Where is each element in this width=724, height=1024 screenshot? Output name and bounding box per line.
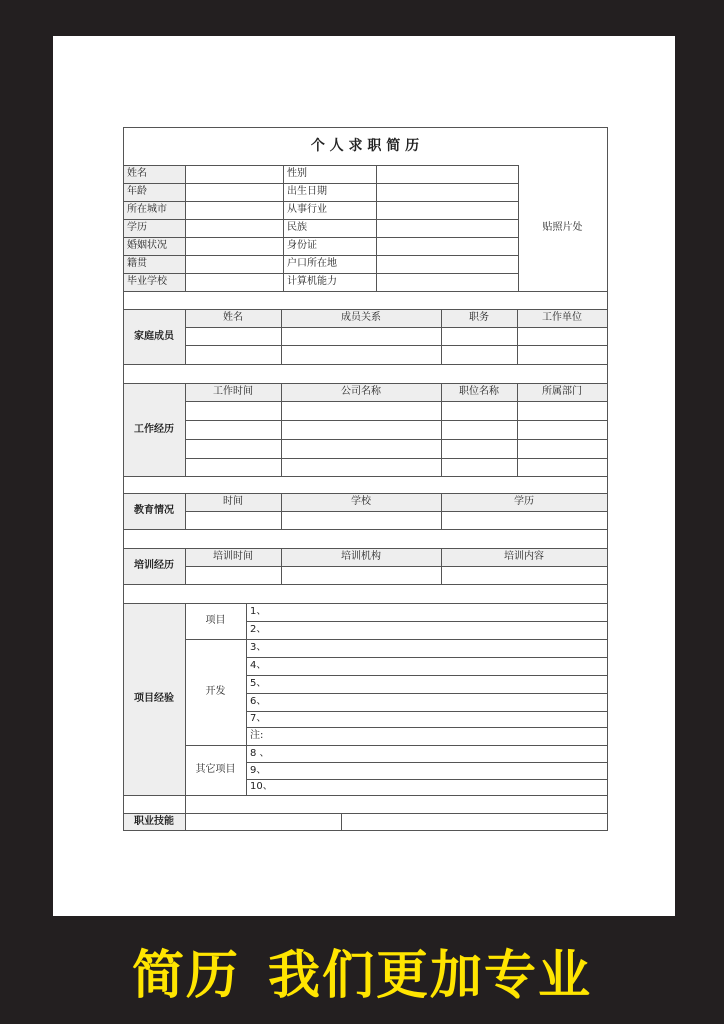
section-header: 姓名 — [185, 309, 281, 327]
project-line[interactable]: 8 、 — [250, 747, 270, 759]
section-field[interactable] — [185, 439, 281, 458]
section-label: 培训经历 — [123, 548, 185, 584]
rule-line — [246, 745, 608, 746]
basic-right-label: 从事行业 — [287, 204, 327, 215]
rule-line — [185, 327, 608, 328]
rule-line — [123, 127, 608, 128]
section-header: 学历 — [441, 493, 607, 511]
rule-line — [246, 621, 608, 622]
section-field[interactable] — [185, 511, 281, 529]
section-field[interactable] — [281, 458, 441, 476]
rule-line — [246, 675, 608, 676]
basic-right-label: 民族 — [287, 222, 307, 233]
basic-left-label: 毕业学校 — [123, 273, 185, 291]
rule-line — [123, 795, 608, 796]
rule-line — [123, 493, 608, 494]
banner — [0, 930, 724, 1010]
rule-line — [185, 476, 608, 477]
basic-left-field[interactable] — [185, 273, 283, 291]
basic-right-field[interactable] — [376, 273, 518, 291]
section-label: 工作经历 — [123, 383, 185, 476]
project-line[interactable]: 1、 — [250, 606, 267, 617]
section-header: 所属部门 — [517, 383, 607, 401]
basic-left-label: 姓名 — [123, 165, 185, 183]
section-header: 工作单位 — [517, 309, 607, 327]
section-field[interactable] — [441, 511, 607, 529]
rule-line — [185, 165, 186, 292]
project-line[interactable]: 3、 — [250, 642, 267, 653]
rule-line — [341, 813, 342, 831]
rule-line — [246, 762, 608, 763]
rule-line — [123, 309, 608, 310]
rule-line — [518, 291, 608, 292]
basic-left-field[interactable] — [185, 183, 283, 201]
skills-field[interactable] — [185, 813, 341, 830]
basic-right-label: 出生日期 — [287, 186, 327, 197]
section-field[interactable] — [441, 345, 517, 364]
basic-left-label: 婚姻状况 — [123, 237, 185, 255]
project-label: 项目经验 — [123, 603, 185, 795]
rule-line — [123, 255, 519, 256]
section-field[interactable] — [185, 458, 281, 476]
section-label: 教育情况 — [123, 493, 185, 529]
section-header: 公司名称 — [281, 383, 441, 401]
section-header: 培训时间 — [185, 548, 281, 566]
section-header: 工作时间 — [185, 383, 281, 401]
section-field[interactable] — [517, 327, 607, 345]
section-field[interactable] — [441, 439, 517, 458]
rule-line — [441, 548, 442, 585]
rule-line — [517, 309, 518, 365]
section-field[interactable] — [441, 566, 607, 584]
rule-line — [185, 458, 608, 459]
rule-line — [246, 693, 608, 694]
skills-spacer — [123, 795, 185, 813]
section-header: 职务 — [441, 309, 517, 327]
section-field[interactable] — [441, 458, 517, 476]
section-field[interactable] — [185, 327, 281, 345]
section-field[interactable] — [281, 420, 441, 439]
section-header: 职位名称 — [441, 383, 517, 401]
basic-left-field[interactable] — [185, 237, 283, 255]
section-field[interactable] — [281, 401, 441, 420]
rule-line — [185, 383, 186, 477]
rule-line — [185, 745, 247, 746]
section-field[interactable] — [517, 345, 607, 364]
section-field[interactable] — [441, 327, 517, 345]
rule-line — [246, 603, 247, 796]
project-line[interactable]: 6、 — [250, 696, 267, 707]
project-sub-item: 项目 — [205, 615, 226, 626]
rule-line — [281, 383, 282, 477]
project-line[interactable]: 5、 — [250, 678, 267, 689]
section-field[interactable] — [517, 439, 607, 458]
section-field[interactable] — [185, 566, 281, 584]
basic-left-label: 学历 — [123, 219, 185, 237]
section-field[interactable] — [185, 401, 281, 420]
basic-left-field[interactable] — [185, 165, 283, 183]
rule-line — [246, 779, 608, 780]
rule-line — [246, 657, 608, 658]
basic-right-label: 性别 — [287, 168, 307, 179]
skills-field[interactable] — [341, 813, 607, 830]
basic-right-label: 户口所在地 — [287, 258, 337, 269]
photo-area: 贴照片处 — [542, 222, 583, 233]
resume-form — [123, 127, 607, 830]
rule-line — [185, 493, 186, 530]
banner-left: 简历 — [131, 945, 240, 1006]
rule-line — [246, 727, 608, 728]
rule-line — [123, 291, 519, 292]
basic-right-label: 身份证 — [287, 240, 317, 251]
rule-line — [185, 584, 608, 585]
rule-line — [123, 219, 519, 220]
section-field[interactable] — [517, 420, 607, 439]
section-field[interactable] — [185, 420, 281, 439]
rule-line — [123, 830, 608, 831]
rule-line — [517, 383, 518, 477]
rule-line — [246, 639, 608, 640]
project-line[interactable]: 10、 — [250, 781, 273, 792]
rule-line — [281, 493, 282, 530]
section-label: 家庭成员 — [123, 309, 185, 364]
rule-line — [185, 548, 186, 585]
basic-right-field[interactable] — [376, 201, 518, 219]
basic-right-field[interactable] — [376, 255, 518, 273]
basic-left-field[interactable] — [185, 255, 283, 273]
project-line[interactable]: 注: — [250, 730, 264, 741]
basic-right-field[interactable] — [376, 219, 518, 237]
rule-line — [123, 603, 608, 604]
section-field[interactable] — [517, 458, 607, 476]
rule-line — [518, 165, 519, 292]
section-header: 培训内容 — [441, 548, 607, 566]
rule-line — [441, 309, 442, 365]
project-sub-dev: 开发 — [205, 686, 226, 697]
project-line[interactable]: 7、 — [250, 713, 267, 724]
basic-left-label: 所在城市 — [123, 201, 185, 219]
rule-line — [281, 309, 282, 365]
rule-line — [123, 127, 124, 831]
project-line[interactable]: 2、 — [250, 624, 267, 635]
rule-line — [123, 165, 519, 166]
rule-line — [283, 165, 284, 292]
skills-label: 职业技能 — [123, 813, 185, 830]
rule-line — [185, 420, 608, 421]
section-field[interactable] — [281, 345, 441, 364]
section-field[interactable] — [441, 401, 517, 420]
section-header: 培训机构 — [281, 548, 441, 566]
basic-left-field[interactable] — [185, 219, 283, 237]
rule-line — [246, 711, 608, 712]
rule-line — [185, 566, 608, 567]
rule-line — [185, 603, 186, 796]
basic-right-field[interactable] — [376, 165, 518, 183]
rule-line — [185, 309, 186, 365]
rule-line — [185, 345, 608, 346]
banner-right: 我们更加专业 — [268, 945, 593, 1006]
resume-title: 个 人 求 职 简 历 — [310, 138, 420, 154]
basic-right-label: 计算机能力 — [287, 276, 337, 287]
section-field[interactable] — [281, 327, 441, 345]
rule-line — [376, 165, 377, 292]
rule-line — [123, 237, 519, 238]
rule-line — [123, 183, 519, 184]
section-field[interactable] — [185, 345, 281, 364]
rule-line — [123, 273, 519, 274]
project-sub-other: 其它项目 — [195, 764, 236, 775]
rule-line — [607, 127, 608, 831]
rule-line — [185, 639, 247, 640]
section-field[interactable] — [281, 511, 441, 529]
basic-left-field[interactable] — [185, 201, 283, 219]
section-field[interactable] — [281, 566, 441, 584]
project-line[interactable]: 9、 — [250, 764, 267, 776]
section-field[interactable] — [517, 401, 607, 420]
section-field[interactable] — [281, 439, 441, 458]
rule-line — [441, 493, 442, 530]
rule-line — [185, 401, 608, 402]
rule-line — [185, 511, 608, 512]
section-field[interactable] — [441, 420, 517, 439]
rule-line — [123, 383, 608, 384]
rule-line — [281, 548, 282, 585]
rule-line — [441, 383, 442, 477]
project-line[interactable]: 4、 — [250, 660, 267, 671]
basic-left-label: 年龄 — [123, 183, 185, 201]
basic-left-label: 籍贯 — [123, 255, 185, 273]
section-header: 成员关系 — [281, 309, 441, 327]
rule-line — [123, 548, 608, 549]
basic-right-field[interactable] — [376, 183, 518, 201]
rule-line — [123, 813, 608, 814]
section-header: 学校 — [281, 493, 441, 511]
rule-line — [185, 529, 608, 530]
section-header: 时间 — [185, 493, 281, 511]
rule-line — [123, 201, 519, 202]
rule-line — [185, 439, 608, 440]
rule-line — [185, 795, 186, 831]
basic-right-field[interactable] — [376, 237, 518, 255]
rule-line — [185, 364, 608, 365]
